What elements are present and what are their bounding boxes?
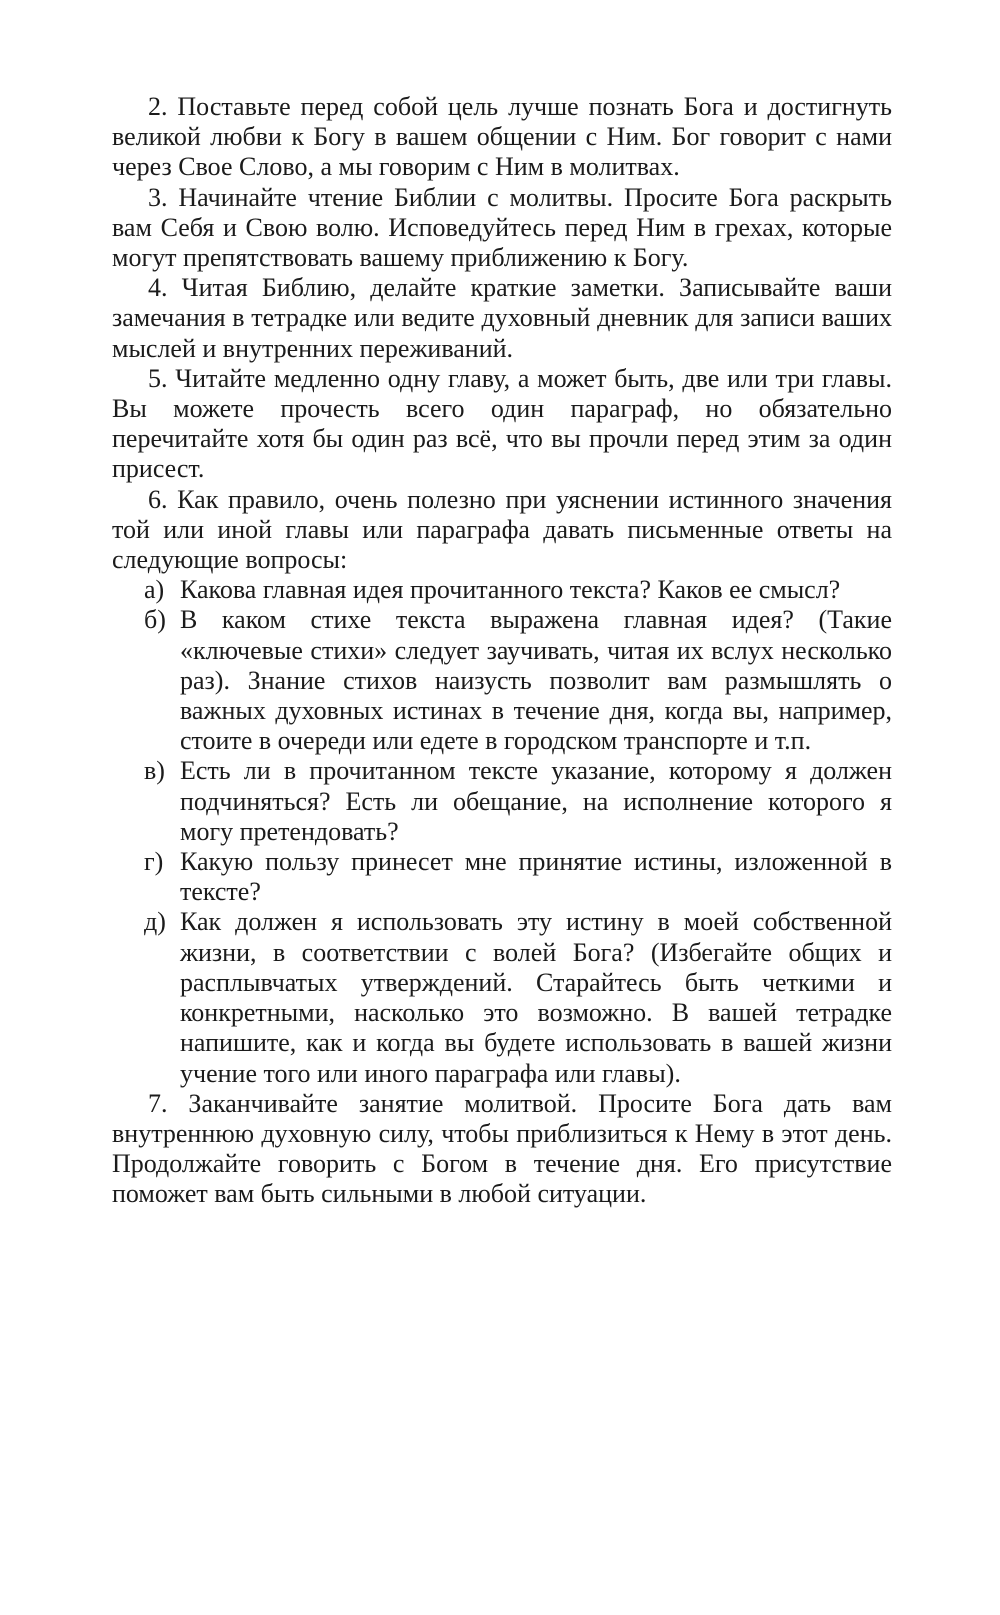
- paragraph-6: 6. Как правило, очень полезно при уяснении истинного значения той или иной главы или параграфа давать письменные ответы на следующие вопросы:: [112, 484, 892, 575]
- subitem-v: [112, 756, 892, 847]
- subitem-b: [112, 605, 892, 756]
- paragraph-2: 2. Поставьте перед собой цель лучше познать Бога и достигнуть великой любви к Богу в вашем общении с Ним. Бог говорит с нами через Свое Слово, а мы говорим с Ним в молитвах.: [112, 92, 892, 182]
- paragraph-4: 4. Читая Библию, делайте краткие заметки. Записывайте ваши замечания в тетрадке или ведите духовный дневник для записи ваших мыслей и внутренних переживаний.: [112, 273, 892, 363]
- subitem-marker: д): [144, 907, 166, 937]
- subitem-text: Какую пользу принесет мне принятие истины, изложенной в тексте?: [180, 847, 892, 907]
- subitem-marker: г): [144, 847, 164, 877]
- subitem-text: Как должен я использовать эту истину в моей собственной жизни, в соответствии с волей Бога? (Избегайте общих и расплывчатых утверждений. Старайтесь быть четкими и конкретными, насколько это возможно. В вашей тетрадке напишите, как и когда вы будете использовать в вашей жизни учение того или иного параграфа или главы).: [180, 907, 892, 1088]
- subitem-marker: в): [144, 756, 165, 786]
- subitem-marker: б): [144, 605, 166, 635]
- paragraph-5: 5. Читайте медленно одну главу, а может быть, две или три главы. Вы можете прочесть всего один параграф, но обязательно перечитайте хотя бы один раз всё, что вы прочли перед этим за один присест.: [112, 363, 892, 484]
- subitem-marker: а): [144, 575, 165, 605]
- subitem-text: Какова главная идея прочитанного текста? Каков ее смысл?: [180, 575, 841, 605]
- paragraph-3: 3. Начинайте чтение Библии с молитвы. Просите Бога раскрыть вам Себя и Свою волю. Исповедуйтесь перед Ним в грехах, которые могут препятствовать вашему приближению к Богу.: [112, 182, 892, 273]
- subitem-g: [112, 847, 892, 907]
- subitem-d: [112, 907, 892, 1088]
- subitem-text: Есть ли в прочитанном тексте указание, которому я должен подчиняться? Есть ли обещание, на исполнение которого я могу претендовать?: [180, 756, 892, 846]
- paragraph-7: 7. Заканчивайте занятие молитвой. Просите Бога дать вам внутреннюю духовную силу, чтобы приблизиться к Нему в этот день. Продолжайте говорить с Богом в течение дня. Его присутствие поможет вам быть сильными в любой ситуации.: [112, 1088, 892, 1209]
- subitem-a: [112, 575, 892, 605]
- body-text: [112, 92, 892, 1210]
- subitem-text: В каком стихе текста выражена главная идея? (Такие «ключевые стихи» следует заучивать, читая их вслух несколько раз). Знание стихов наизусть позволит вам размышлять о важных духовных истинах в течение дня, когда вы, например, стоите в очереди или едете в городском транспорте и т.п.: [180, 605, 892, 756]
